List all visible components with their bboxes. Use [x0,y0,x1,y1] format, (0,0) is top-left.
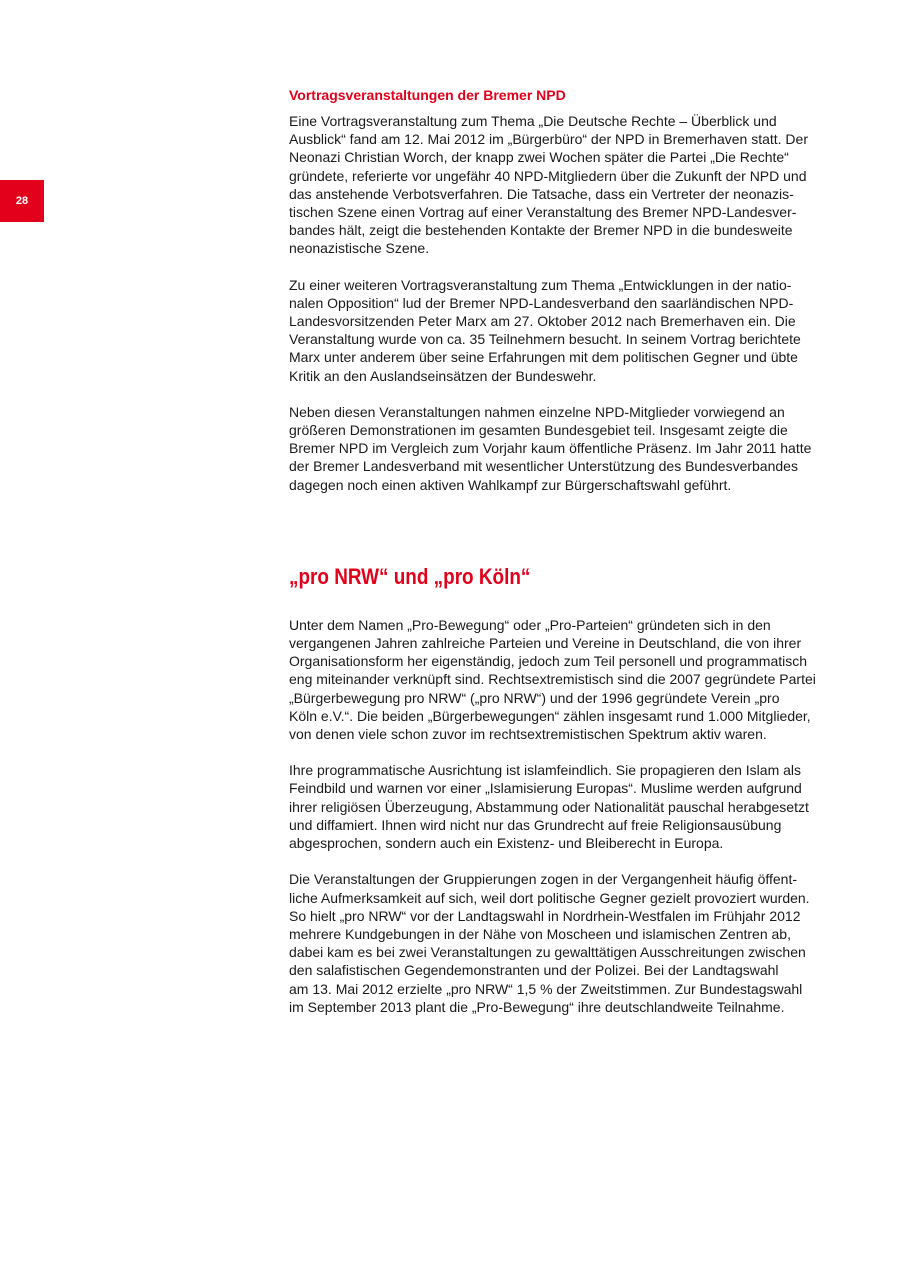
paragraph: Unter dem Namen „Pro-Bewegung“ oder „Pro-Parteien“ gründeten sich in den vergangenen Jahren zahlreiche Parteien und Vereine in Deutschland, die von ihrer Organisationsform her eigenständig, jedoch zum Teil personell und programmatisch eng miteinander verknüpft sind. Rechtsextremistisch sind die 2007 gegründete Partei „Bürgerbewegung pro NRW“ („pro NRW“) und der 1996 gegründete Verein „pro Köln e.V.“. Die beiden „Bürgerbewegungen“ zählen insgesamt rund 1.000 Mitglieder, von denen viele schon zuvor im rechtsextremistischen Spektrum aktiv waren. [289,616,816,743]
chapter-title-pro-nrw: „pro NRW“ und „pro Köln“ [289,563,531,589]
paragraph: Eine Vortragsveranstaltung zum Thema „Die Deutsche Rechte – Überblick und Ausblick“ fand am 12. Mai 2012 im „Bürgerbüro“ der NPD in Bremerhaven statt. Der Neonazi Christian Worch, der knapp zwei Wochen später die Partei „Die Rechte“ gründete, referierte vor ungefähr 40 NPD-Mitgliedern über die Zukunft der NPD und das anstehende Verbotsverfahren. Die Tatsache, dass ein Vertreter der neonazis- tischen Szene einen Vortrag auf einer Veranstaltung des Bremer NPD-Landesver- bandes hält, zeigt die bestehenden Kontakte der Bremer NPD in die bundesweite neonazistische Szene. [289,113,808,257]
page-content [289,86,837,1016]
paragraph: Neben diesen Veranstaltungen nahmen einzelne NPD-Mitglieder vorwiegend an größeren Demonstrationen im gesamten Bundesgebiet teil. Insgesamt zeigte die Bremer NPD im Vergleich zum Vorjahr kaum öffentliche Präsenz. Im Jahr 2011 hatte der Bremer Landesverband mit wesentlicher Unterstützung des Bundesverbandes dagegen noch einen aktiven Wahlkampf zur Bürgerschaftswahl geführt. [289,403,812,493]
paragraph: Ihre programmatische Ausrichtung ist islamfeindlich. Sie propagieren den Islam als Feindbild und warnen vor einer „Islamisierung Europas“. Muslime werden aufgrund ihrer religiösen Überzeugung, Abstammung oder Nationalität pauschal herabgesetzt und diffamiert. Ihnen wird nicht nur das Grundrecht auf freie Religionsausübung abgesprochen, sondern auch ein Existenz- und Bleiberecht in Europa. [289,762,809,852]
page-number-tab [0,180,44,222]
page-number: 28 [15,195,29,207]
section-heading-npd-events: Vortragsveranstaltungen der Bremer NPD [289,87,566,103]
paragraph: Zu einer weiteren Vortragsveranstaltung zum Thema „Entwicklungen in der natio- nalen Opposition“ lud der Bremer NPD-Landesverband den saarländischen NPD- Landesvorsitzenden Peter Marx am 27. Oktober 2012 nach Bremerhaven ein. Die Veranstaltung wurde von ca. 35 Teilnehmern besucht. In seinem Vortrag berichtete Marx unter anderem über seine Erfahrungen mit dem politischen Gegner und übte Kritik an den Auslandseinsätzen der Bundeswehr. [289,276,801,384]
paragraph: Die Veranstaltungen der Gruppierungen zogen in der Vergangenheit häufig öffent- liche Aufmerksamkeit auf sich, weil dort politische Gegner gezielt provoziert wurden. So hielt „pro NRW“ vor der Landtagswahl in Nordrhein-Westfalen im Frühjahr 2012 mehrere Kundgebungen in der Nähe von Moscheen und islamischen Zentren ab, dabei kam es bei zwei Veranstaltungen zu gewalttätigen Ausschreitungen zwischen den salafistischen Gegendemonstranten und der Polizei. Bei der Landtagswahl am 13. Mai 2012 erzielte „pro NRW“ 1,5 % der Zweitstimmen. Zur Bundestagswahl im September 2013 plant die „Pro-Bewegung“ ihre deutschlandweite Teilnahme. [289,871,810,1015]
